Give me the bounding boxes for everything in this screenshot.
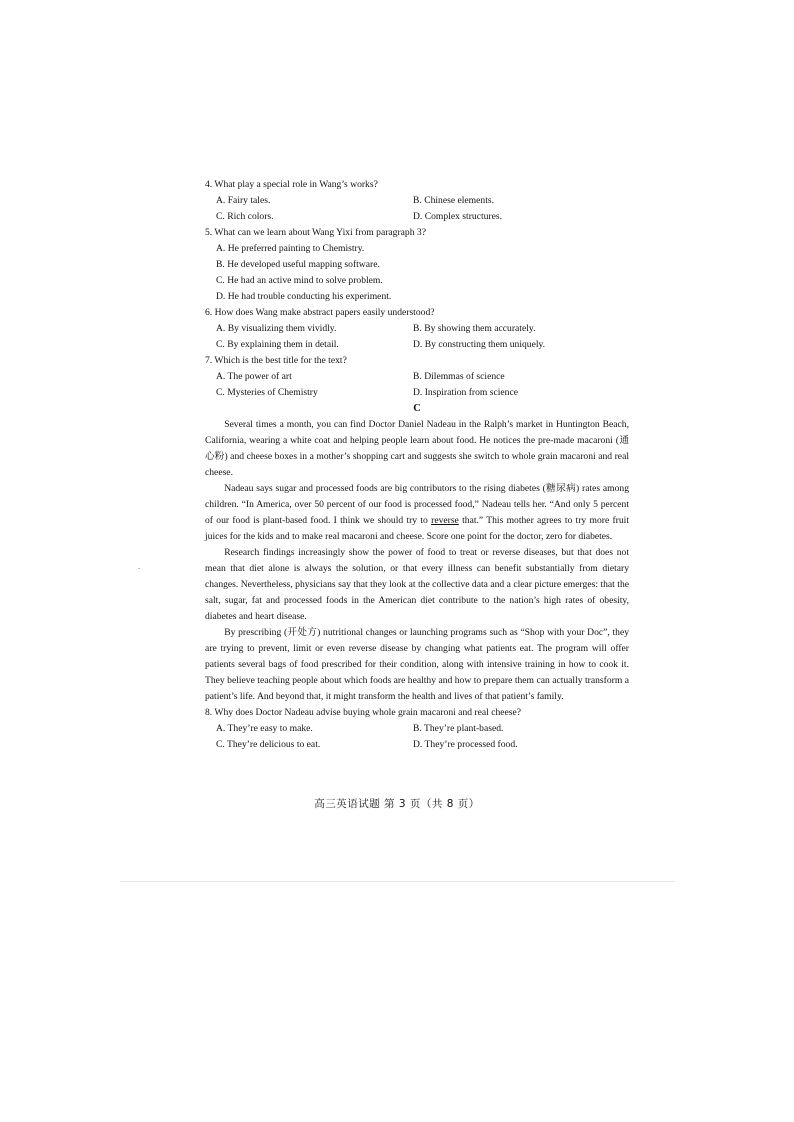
passage-paragraph-3: Research findings increasingly show the power of food to treat or reverse diseases, but that does not mean that diet alone is always the solution, or that every illness can benefit substantially from dietary changes. Nevertheless, physicians say that they look at the collective data and a clear picture emerges: that the salt, sugar, fat and processed foods in the American diet contribute to the nation’s high rates of obesity, diabetes and heart disease.	[205, 547, 629, 622]
passage-paragraph-1: Several times a month, you can find Doctor Daniel Nadeau in the Ralph’s market in Huntington Beach, California, wearing a white coat and helping people learn about food. He notices the pre-made macaroni (通心粉) and cheese boxes in a mother’s shopping cart and suggests she switch to whole grain macaroni and real cheese.	[205, 419, 629, 478]
question-6-options-row-1	[205, 321, 629, 337]
passage-paragraph-4: By prescribing (开处方) nutritional changes or launching programs such as “Shop with your Doc”, they are trying to prevent, limit or even reverse disease by changing what patients eat. The program will offer patients several bags of food prescribed for their condition, along with intensive training in how to cook it. They believe teaching people about which foods are healthy and how to prepare them can actually transform a patient’s life. And beyond that, it might transform the health and lives of that patient’s family.	[205, 627, 629, 702]
question-5-stem: 5. What can we learn about Wang Yixi from paragraph 3?	[205, 227, 426, 238]
question-7-option-b: B. Dilemmas of science	[413, 371, 505, 382]
question-8-option-b: B. They’re plant-based.	[413, 723, 504, 734]
passage-paragraph-2-text-after: that.” This mother agrees to try more fruit juices for the kids and to make real macaroni and cheese. Score one point for the doctor, zero for diabetes.	[205, 515, 630, 542]
question-7-option-a: A. The power of art	[216, 371, 292, 382]
question-8-stem: 8. Why does Doctor Nadeau advise buying whole grain macaroni and real cheese?	[205, 707, 522, 718]
question-6-option-a: A. By visualizing them vividly.	[216, 323, 337, 334]
question-6-option-d: D. By constructing them uniquely.	[413, 339, 546, 350]
underlined-word-reverse: reverse	[431, 515, 459, 526]
section-heading: C	[413, 403, 421, 414]
question-8-options-row-1	[205, 721, 629, 737]
question-8-options-row-2	[205, 737, 629, 753]
question-6-options-row-2	[205, 337, 629, 353]
question-6-option-b: B. By showing them accurately.	[413, 323, 536, 334]
question-8-option-d: D. They’re processed food.	[413, 739, 518, 750]
question-5-option-d: D. He had trouble conducting his experiment.	[216, 291, 392, 302]
question-6-stem: 6. How does Wang make abstract papers easily understood?	[205, 307, 435, 318]
scan-speck	[138, 568, 140, 569]
question-7-option-c: C. Mysteries of Chemistry	[216, 387, 318, 398]
question-7-option-d: D. Inspiration from science	[413, 387, 518, 398]
passage-paragraph-2	[205, 481, 629, 545]
scan-bottom-line	[120, 881, 675, 882]
question-4-options-row-2	[205, 209, 629, 225]
question-4-stem: 4. What play a special role in Wang’s works?	[205, 179, 378, 190]
question-5-option-c: C. He had an active mind to solve problem.	[216, 275, 383, 286]
question-7-options-row-2	[205, 385, 629, 401]
question-6-option-c: C. By explaining them in detail.	[216, 339, 339, 350]
question-7-options-row-1	[205, 369, 629, 385]
question-5-option-b: B. He developed useful mapping software.	[216, 259, 380, 270]
question-8-option-a: A. They’re easy to make.	[216, 723, 313, 734]
question-4-option-b: B. Chinese elements.	[413, 195, 494, 206]
passage-paragraph-2-text-before: Nadeau says sugar and processed foods are big contributors to the rising diabetes (糖尿病) rates among children. “In America, over 50 percent of our food is processed food,” Nadeau tells her. “And only 5 percent of our food is plant-based food. I think we should try to	[205, 483, 629, 526]
question-4-option-c: C. Rich colors.	[216, 211, 274, 222]
question-8-option-c: C. They’re delicious to eat.	[216, 739, 321, 750]
question-4-options-row-1	[205, 193, 629, 209]
exam-page-content	[205, 177, 629, 753]
page-footer: 高三英语试题 第 3 页（共 8 页）	[314, 798, 480, 810]
question-4-option-a: A. Fairy tales.	[216, 195, 271, 206]
question-7-stem: 7. Which is the best title for the text?	[205, 355, 347, 366]
question-4-option-d: D. Complex structures.	[413, 211, 502, 222]
question-5-option-a: A. He preferred painting to Chemistry.	[216, 243, 365, 254]
